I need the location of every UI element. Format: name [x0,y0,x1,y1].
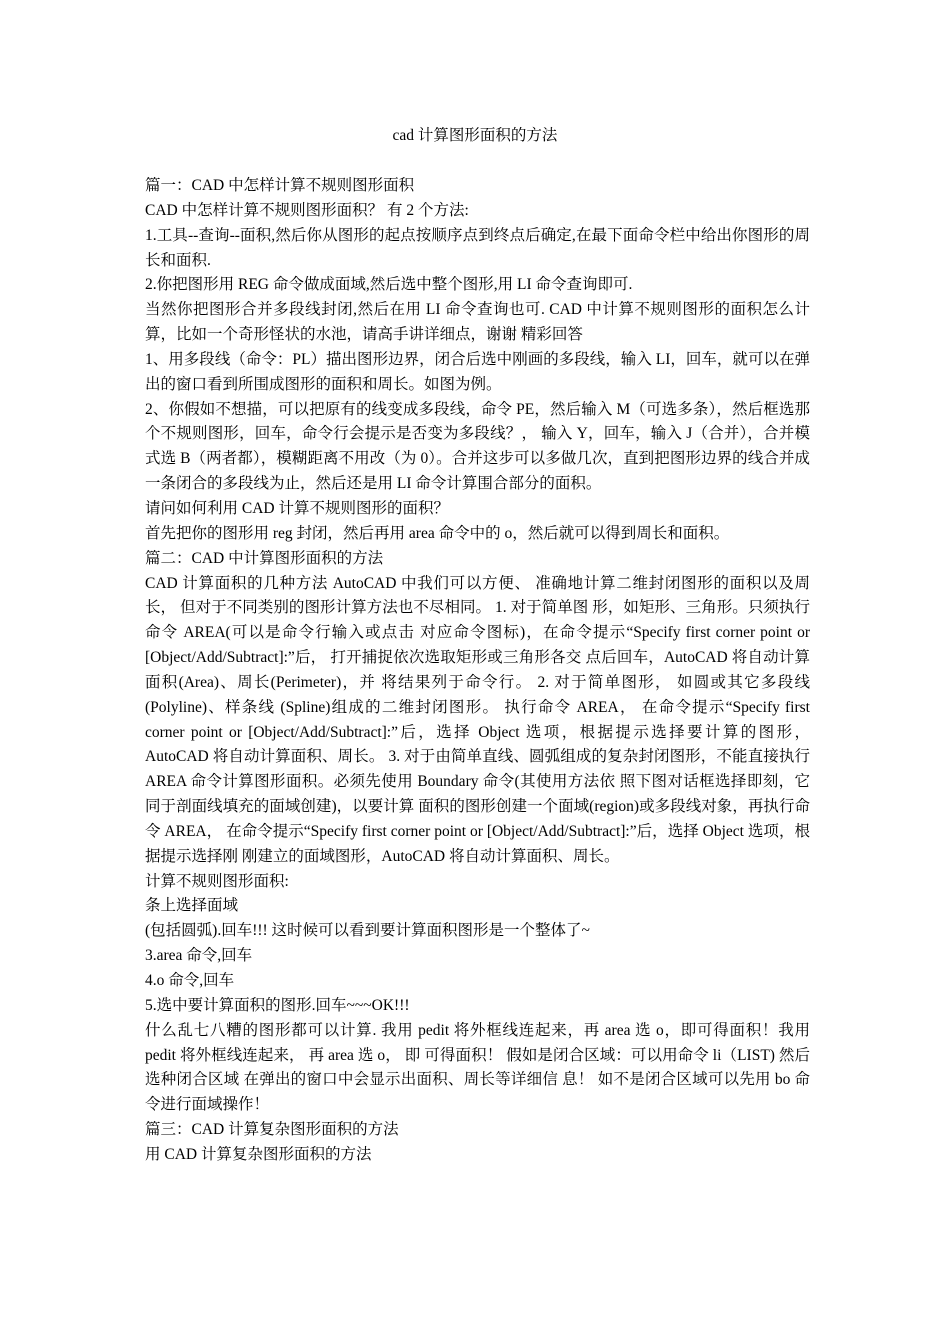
document-title: cad 计算图形面积的方法 [392,127,558,144]
paragraph: 什么乱七八糟的图形都可以计算. 我用 pedit 将外框线连起来，再 area 选 o，即可得面积！我用 pedit 将外框线连起来， 再 area 选 o， 即 可得面积！ 假如是闭合区域：可以用命令 li（LIST) 然后选种闭合区域 在弹出的窗口中会显示出面积、周长等详细信 息！ 如不是闭合区域可以先用 bo 命令进行面域操作！ [145,1021,810,1114]
paragraph: 2、你假如不想描，可以把原有的线变成多段线，命令 PE，然后输入 M（可选多条），然后框选那个不规则图形，回车，命令行会提示是否变为多段线？， 输入 Y，回车，输入 J（合并），合并模式选 B（两者都），模糊距离不用改（为 0）。合并这步可以多做几次，直到把图形边界的线合并成一条闭合的多段线为止，然后还是用 LI 命令计算围合部分的面积。 [145,400,810,493]
paragraph: 条上选择面域 [145,897,239,915]
paragraph: CAD 中怎样计算不规则图形面积？ 有 2 个方法: [145,201,469,219]
paragraph: 1、用多段线（命令：PL）描出图形边界，闭合后选中刚画的多段线，输入 LI，回车，就可以在弹出的窗口看到所围成图形的面积和周长。如图为例。 [145,350,810,393]
paragraph-section2-heading: 篇二：CAD 中计算图形面积的方法 [145,549,384,567]
paragraph: 首先把你的图形用 reg 封闭，然后再用 area 命令中的 o，然后就可以得到周长和面积。 [145,524,730,542]
paragraph: 用 CAD 计算复杂图形面积的方法 [145,1145,372,1163]
paragraph: 计算不规则图形面积: [145,872,289,890]
paragraph: (包括圆弧).回车!!! 这时候可以看到要计算面积图形是一个整体了~ [145,922,590,940]
paragraph: CAD 计算面积的几种方法 AutoCAD 中我们可以方便、 准确地计算二维封闭图形的面积以及周长， 但对于不同类别的图形计算方法也不尽相同。 1. 对于简单图 形，如矩形、三角形。只须执行命令 AREA(可以是命令行输入或点击 对应命令图标)，在命令提示“Specify first corner point or [Object/Add/Subtract]:”后， 打开捕捉依次选取矩形或三角形各交 点后回车，AutoCAD 将自动计算面积(Area)、周长(Perimeter)，并 将结果列于命令行。 2. 对于简单图形， 如圆或其它多段线(Polyline)、样条线 (Spline)组成的二维封闭图形。 执行命令 AREA， 在命令提示“Specify first corner point or [Object/Add/Subtract]:”后，选择 Object 选项，根据提示选择要计算的图形， AutoCAD 将自动计算面积、周长。 3. 对于由简单直线、圆弧组成的复杂封闭图形，不能直接执行 AREA 命令计算图形面积。必须先使用 Boundary 命令(其使用方法依 照下图对话框选择即刻，它同于剖面线填充的面域创建)，以要计算 面积的图形创建一个面域(region)或多段线对象，再执行命令 AREA， 在命令提示“Specify first corner point or [Object/Add/Subtract]:”后，选择 Object 选项，根据提示选择刚 刚建立的面域图形，AutoCAD 将自动计算面积、周长。 [145,574,810,865]
paragraph-section1-heading: 篇一：CAD 中怎样计算不规则图形面积 [145,177,415,194]
paragraph: 3.area 命令,回车 [145,947,253,965]
paragraph: 请问如何利用 CAD 计算不规则图形的面积？ [145,499,449,517]
paragraph: 4.o 命令,回车 [145,972,235,989]
paragraph: 1.工具--查询--面积,然后你从图形的起点按顺序点到终点后确定,在最下面命令栏中给出你图形的周长和面积. [145,226,810,269]
document-body [145,174,810,1168]
paragraph: 当然你把图形合并多段线封闭,然后在用 LI 命令查询也可. CAD 中计算不规则图形的面积怎么计算，比如一个奇形怪状的水池，请高手讲详细点，谢谢 精彩回答 [145,301,810,344]
paragraph: 5.选中要计算面积的图形.回车~~~OK!!! [145,996,410,1014]
paragraph-section3-heading: 篇三：CAD 计算复杂图形面积的方法 [145,1121,399,1139]
paragraph: 2.你把图形用 REG 命令做成面域,然后选中整个图形,用 LI 命令查询即可. [145,276,633,294]
